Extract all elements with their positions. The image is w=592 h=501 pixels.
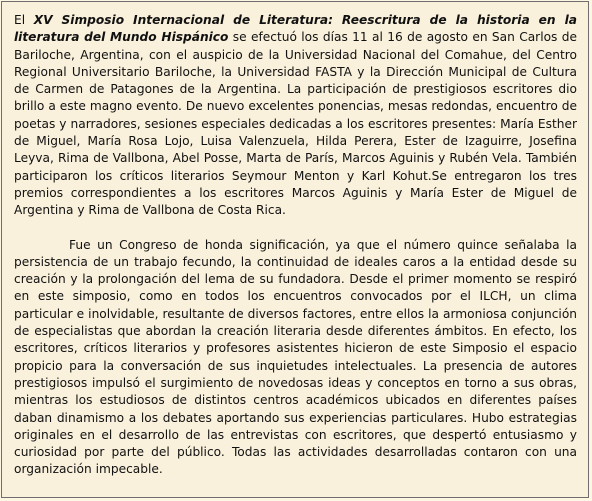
article-body [14,12,577,479]
paragraph-1 [14,12,577,220]
paragraph-1-lead: El [14,13,34,27]
paragraph-1-body: se efectuó los días 11 al 16 de agosto en San Carlos de Bariloche, Argentina, con el auspicio de la Universidad Nacional del Comahue, del Centro Regional Universitario Bariloche, la Universidad FASTA y la Dirección Municipal de Cultura de Carmen de Patagones de la Argentina. La participación de prestigiosos escritores dio brillo a este magno evento. De nuevo excelentes ponencias, mesas redondas, encuentro de poetas y narradores, sesiones especiales dedicadas a los escritores presentes: María Esther de Miguel, María Rosa Lojo, Luisa Valenzuela, Hilda Perera, Ester de Izaguirre, Josefina Leyva, Rima de Vallbona, Abel Posse, Marta de París, Marcos Aguinis y Rubén Vela. También participaron los críticos literarios Seymour Menton y Karl Kohut.Se entregaron los tres premios correspondientes a los escritores Marcos Aguinis y María Ester de Miguel de Argentina y Rima de Vallbona de Costa Rica. [14,30,577,218]
paragraph-2: Fue un Congreso de honda significación, ya que el número quince señalaba la persistencia de un trabajo fecundo, la continuidad de ideales caros a la entidad desde su creación y la prolongación del lema de su fundadora. Desde el primer momento se respiró en este simposio, como en todos los encuentros convocados por el ILCH, un clima particular e inolvidable, resultante de diversos factores, entre ellos la armoniosa conjunción de especialistas que abordan la creación literaria desde diferentes ámbitos. En efecto, los escritores, críticos literarios y profesores asistentes hicieron de este Simposio el espacio propicio para la conversación de sus inquietudes intelectuales. La presencia de autores prestigiosos impulsó el surgimiento de novedosas ideas y conceptos en torno a sus obras, mientras los estudiosos de distintos centros académicos ubicados en diferentes países daban dinamismo a los debates aportando sus experiencias particulares. Hubo estrategias originales en el desarrollo de las entrevistas con escritores, que despertó entusiasmo y curiosidad por parte del público. Todas las actividades desarrolladas contaron con una organización impecable. [14,237,577,477]
symposium-title: XV Simposio Internacional de Literatura: Reescritura de la historia en la literatura del Mundo Hispánico [14,13,577,45]
article-frame [1,1,589,498]
